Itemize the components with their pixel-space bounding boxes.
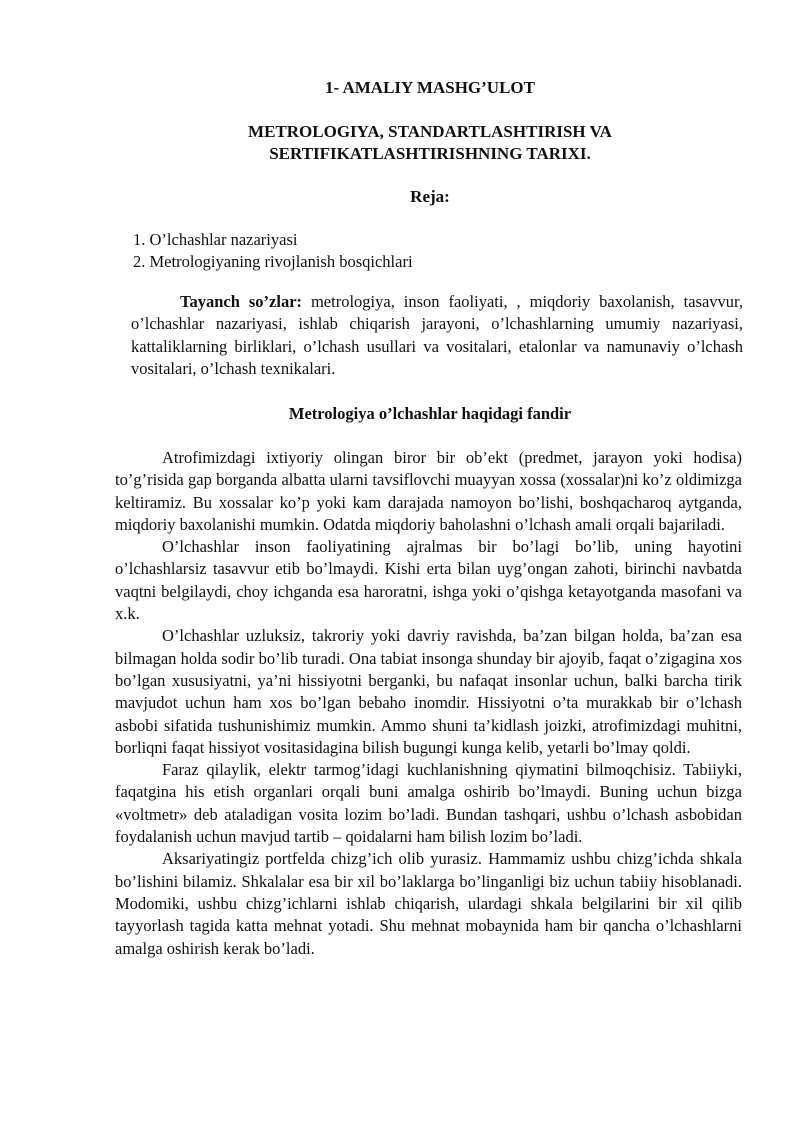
- keywords-text: metrologiya, inson faoliyati, , miqdoriy baxolanish, tasavvur, o’lchashlar nazariyasi, ishlab chiqarish jarayoni, o’lchashlarning umumiy nazariyasi, kattaliklarning birliklari, o’lchash usullari va vositalari, etalonlar va namunaviy o’lchash vositalari, o’lchash texnikalari.: [131, 292, 743, 378]
- body-paragraph: O’lchashlar uzluksiz, takroriy yoki davriy ravishda, ba’zan bilgan holda, ba’zan esa bilmagan holda sodir bo’lib turadi. Ona tabiat insonga shunday bir ajoyib, faqat o’zigagina xos bo’lgan xususiyatni, ya’ni hissiyotni berganki, bu nafaqat insonlar uchun, balki barcha tirik mavjudot uchun ham xos bo’lgan bebaho inomdir. Hissiyotni o’ta murakkab bir o’lchash asbobi sifatida tushunishimiz mumkin. Ammo shuni ta’kidlash joizki, atrofimizdagi muhitni, borliqni faqat hissiyot vositasidagina bilish bugungi kunga kelib, yetarli bo’lmay qoldi.: [115, 626, 742, 757]
- body-paragraph: Atrofimizdagi ixtiyoriy olingan biror bir ob’ekt (predmet, jarayon yoki hodisa) to’g’risida gap borganda albatta ularni tavsiflovchi muayyan xossa (xossalar)ni ko’z oldimizga keltiramiz. Bu xossalar ko’p yoki kam darajada namoyon bo’lishi, boshqacharoq aytganda, miqdoriy baxolanishi mumkin. Odatda miqdoriy baholashni o’lchash amali orqali bajariladi.: [115, 448, 742, 534]
- plan-item: 2. Metrologiyaning rivojlanish bosqichlari: [133, 251, 413, 271]
- page-title: 1- AMALIY MASHG’ULOT: [325, 78, 535, 97]
- keywords-label: Tayanch so’zlar:: [180, 292, 303, 311]
- body-paragraph: O’lchashlar inson faoliyatining ajralmas bir bo’lagi bo’lib, uning hayotini o’lchashlarsiz tasavvur etib bo’lmaydi. Kishi erta bilan uyg’ongan zahoti, birinchi navbatda vaqtni belgilaydi, choy ichganda esa haroratni, ishga yoki o’qishga ketayotganda masofani va x.k.: [115, 537, 742, 624]
- section-title: Metrologiya o’lchashlar haqidagi fandir: [288, 404, 572, 423]
- keywords-paragraph: [131, 291, 743, 380]
- plan-heading: Reja:: [410, 187, 450, 206]
- topic-title-line-2: SERTIFIKATLASHTIRISHNING TARIXI.: [269, 144, 591, 163]
- topic-title-line-1: METROLOGIYA, STANDARTLASHTIRISH VA: [248, 122, 612, 141]
- plan-list: [133, 229, 413, 272]
- body-paragraph: Faraz qilaylik, elektr tarmog’idagi kuchlanishning qiymatini bilmoqchisiz. Tabiiyki, faqatgina his etish organlari orqali buni amalga oshirib bo’lmaydi. Buning uchun bizga «voltmetr» deb ataladigan vosita lozim bo’ladi. Bundan tashqari, ushbu o’lchash asbobidan foydalanish uchun mavjud tartib – qoidalarni ham bilish lozim bo’ladi.: [115, 760, 742, 847]
- body-text: [115, 447, 742, 960]
- plan-item: 1. O’lchashlar nazariyasi: [133, 230, 298, 249]
- body-paragraph: Aksariyatingiz portfelda chizg’ich olib yurasiz. Hammamiz ushbu chizg’ichda shkala bo’lishini bilamiz. Shkalalar esa bir xil bo’laklarga bo’linganligi biz uchun tabiiy hisoblanadi. Modomiki, ushbu chizg’ichlarni ishlab chiqarish, ulardagi shkala belgilarini bir xil qilib tayyorlash tagida katta mehnat yotadi. Shu mehnat mobaynida ham bir qancha o’lchashlarni amalga oshirish kerak bo’ladi.: [115, 849, 742, 958]
